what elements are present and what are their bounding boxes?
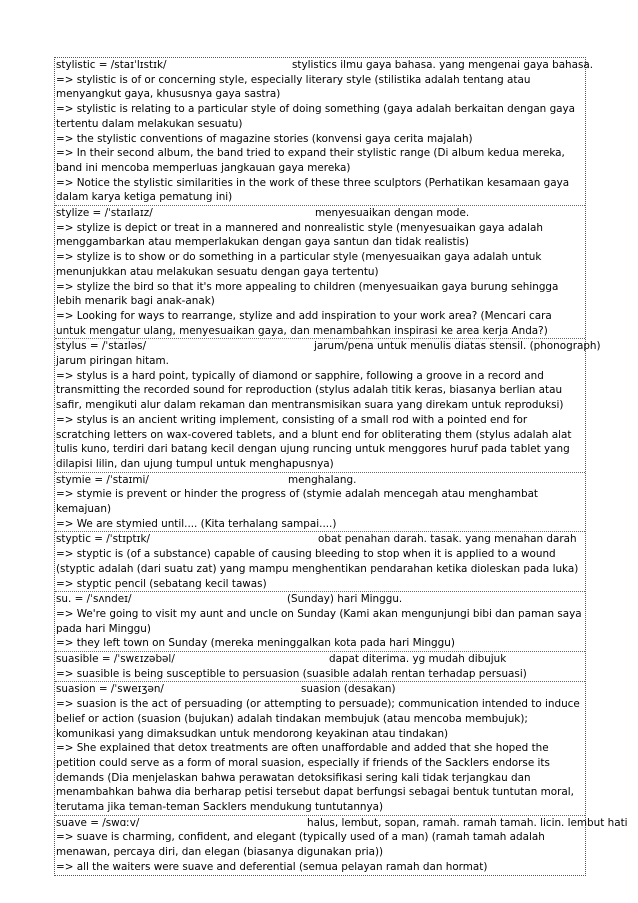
entry-stylistic [55,58,594,205]
entry-header [56,682,583,697]
example-line: => the stylistic conventions of magazine stories (konvensi gaya cerita majalah) [56,132,473,145]
entry-header [56,592,583,607]
example-line: => stylus is a hard point, typically of diamond or sapphire, following a groove in a record and transmitting the recorded sound for reproduction (stylus adalah titik keras, biasanya berlian atau safir, mengikuti alur dalam rekaman dan mentransmisikan suara yang direkam untuk reproduksi) [56,369,564,412]
entry-stylize [55,205,585,338]
entry-suasion [55,681,585,814]
example-line: => stymie is prevent or hinder the progress of (stymie adalah mencegah atau menghambat kemajuan) [56,488,539,516]
example-line: => all the waiters were suave and deferential (semua pelayan ramah dan hormat) [56,860,488,873]
entry-header [56,816,628,831]
example-line: => stylize is depict or treat in a mannered and nonrealistic style (menyesuaikan gaya adalah menggambarkan atau memperlakukan dengan gaya santun dan tidak realistis) [56,221,544,249]
example-line: => In their second album, the band tried to expand their stylistic range (Di album kedua mereka, band ini mencoba memperluas jangkauan gaya mereka) [56,147,565,174]
headword: suave = /swɑːv/ [56,816,140,829]
headword: suasion = /ˈsweɪʒən/ [56,683,164,696]
entry-suasible [55,651,585,681]
example-line: => suave is charming, confident, and elegant (typically used of a man) (ramah tamah adalah menawan, percaya diri, dan elegan (biasanya digunakan pria)) [56,831,545,859]
headword: suasible = /ˈswɛɪzəbəl/ [56,653,175,666]
meaning: menyesuaikan dengan mode. [315,207,470,220]
headword: stylize = /ˈstaɪlaɪz/ [56,207,153,220]
headword: su. = /ˈsʌndeɪ/ [56,593,132,606]
example-line: => stylize the bird so that it's more appealing to children (menyesuaikan gaya burung sehingga lebih menarik bagi anak-anak) [56,280,559,308]
example-line: => they left town on Sunday (mereka meninggalkan kota pada hari Minggu) [56,637,455,650]
example-line: => stylize is to show or do something in a particular style (menyesuaikan gaya adalah untuk menunjukkan atau melakukan sesuatu dengan gaya tertentu) [56,251,542,278]
entry-su [55,591,585,651]
entry-header [56,652,583,667]
example-line: => suasion is the act of persuading (or attempting to persuade); communication intended to induce belief or action (suasion (bujukan) adalah tindakan membujuk (atau mencoba membujuk); komunikasi yang dimaksudkan untuk mendorong keyakinan atau tindakan) [56,698,580,740]
meaning: dapat diterima. yg mudah dibujuk [329,653,507,666]
entry-header [56,339,601,354]
example-line: => Looking for ways to rearrange, stylize and add inspiration to your work area? (Mencari cara untuk mengatur ulang, menyesuaikan gaya, dan menambahkan inspirasi ke area kerja Anda?) [56,309,552,337]
entry-header [56,532,583,547]
example-line: => She explained that detox treatments are often unaffordable and added that she hoped the petition could serve as a form of moral suasion, especially if friends of the Sacklers endorse its demands (Dia menjelaskan bahwa perawatan detoksifikasi sering kali tidak terjangkau dan menambahkan bahwa dia berharap petisi tersebut dapat berfungsi sebagai bentuk tuntutan moral, terutama jika teman-teman Sacklers mendukung tuntutannya) [56,742,574,814]
meaning: (Sunday) hari Minggu. [287,593,403,606]
entry-stylus [55,338,601,471]
example-line: => suasible is being susceptible to persuasion (suasible adalah rentan terhadap persuasi) [56,667,527,680]
meaning-extra: jarum piringan hitam. [56,355,169,368]
headword: styptic = /ˈstɪptɪk/ [56,533,150,546]
entry-header [56,473,583,488]
entry-header [56,58,594,73]
example-line: => Notice the stylistic similarities in the work of these three sculptors (Perhatikan kesamaan gaya dalam karya ketiga pematung ini) [56,176,570,204]
entry-stymie [55,472,585,532]
meaning: jarum/pena untuk menulis diatas stensil. (phonograph) [314,340,601,353]
meaning: menghalang. [288,473,357,486]
example-line: => We're going to visit my aunt and uncle on Sunday (Kami akan mengunjungi bibi dan paman saya pada hari Minggu) [56,607,582,635]
dictionary-document [54,57,628,876]
meaning: halus, lembut, sopan, ramah. ramah tamah. licin. lembut hati [307,816,628,829]
example-line: => stylistic is of or concerning style, especially literary style (stilistika adalah tentang atau menyangkut gaya, khususnya gaya sastra) [56,73,531,101]
example-line: => styptic pencil (sebatang kecil tawas) [56,577,267,590]
headword: stymie = /ˈstaɪmi/ [56,473,149,486]
example-line: => We are stymied until.... (Kita terhalang sampai....) [56,517,337,530]
entry-header [56,206,583,221]
meaning: stylistics ilmu gaya bahasa. yang mengenai gaya bahasa. [292,59,594,71]
headword: stylus = /ˈstaɪləs/ [56,340,147,353]
entry-styptic [55,531,585,591]
headword: stylistic = /staɪˈlɪstɪk/ [56,59,167,71]
example-line: => stylistic is relating to a particular style of doing something (gaya adalah berkaitan dengan gaya tertentu dalam melakukan sesuatu) [56,103,576,130]
entry-suave [55,815,628,875]
meaning: suasion (desakan) [301,683,396,696]
example-line: => styptic is (of a substance) capable of causing bleeding to stop when it is applied to a wound (styptic adalah (dari suatu zat) yang mampu menghentikan pendarahan ketika dioleskan pada luka) [56,548,579,575]
example-line: => stylus is an ancient writing implement, consisting of a small rod with a pointed end for scratching letters on wax-covered tablets, and a blunt end for obliterating them (stylus adalah alat tulis kuno, terdiri dari batang kecil dengan ujung runcing untuk menggores huruf pada tablet yang dilapisi lilin, dan ujung tumpul untuk menghapusnya) [56,413,572,470]
meaning: obat penahan darah. tasak. yang menahan darah [318,533,577,546]
